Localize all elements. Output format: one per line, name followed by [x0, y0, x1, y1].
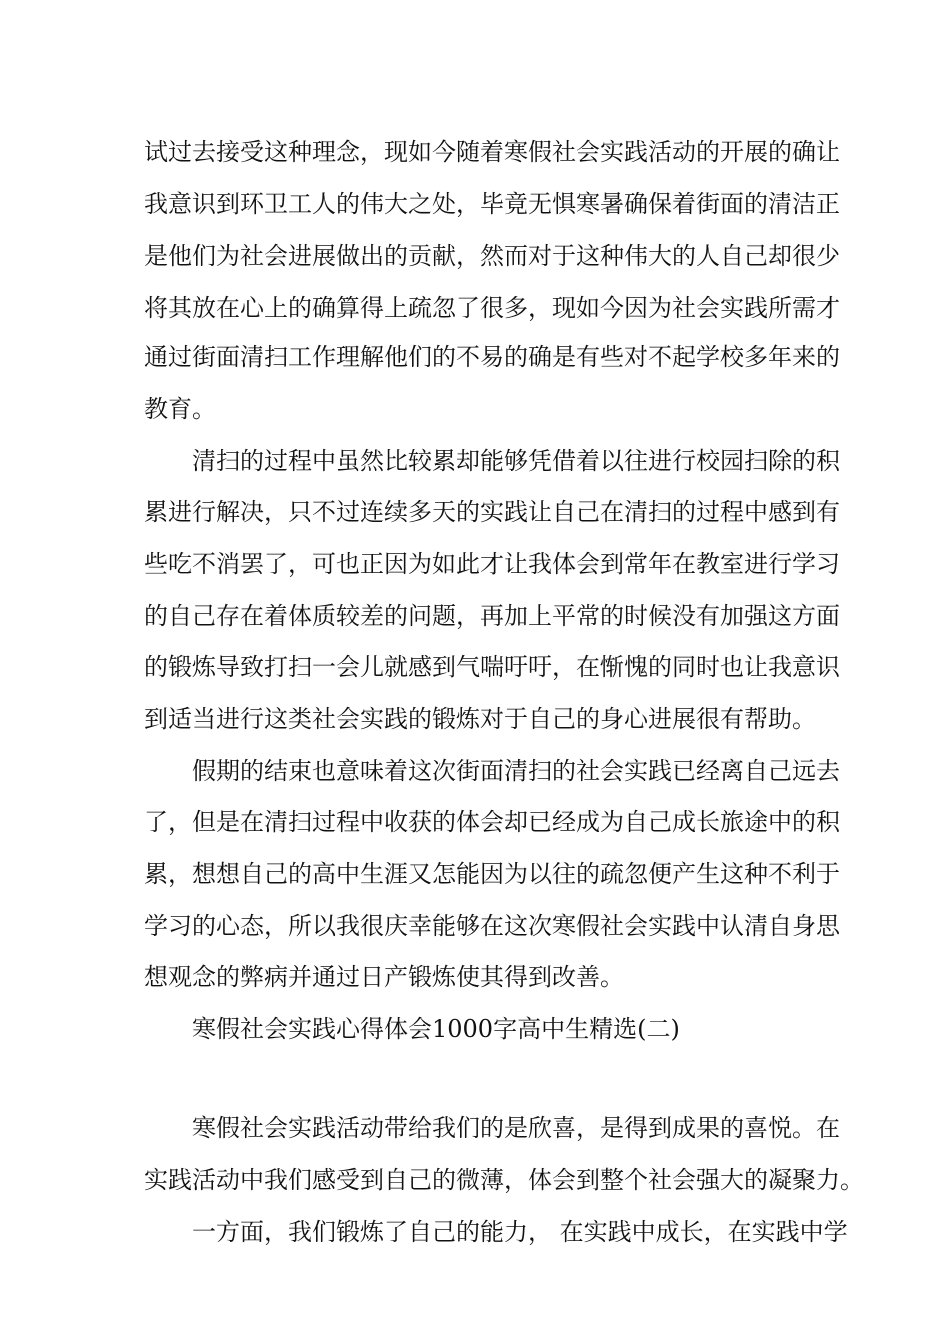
text-line: 的自己存在着体质较差的问题，再加上平常的时候没有加强这方面: [144, 602, 840, 630]
text-line: 累，想想自己的高中生涯又怎能因为以往的疏忽便产生这种不利于: [144, 860, 840, 888]
text-line: 假期的结束也意味着这次街面清扫的社会实践已经离自己远去: [192, 757, 840, 785]
text-line: 些吃不消罢了，可也正因为如此才让我体会到常年在教室进行学习: [144, 550, 840, 578]
text-line: 通过街面清扫工作理解他们的不易的确是有些对不起学校多年来的: [144, 343, 840, 371]
text-line: 我意识到环卫工人的伟大之处，毕竟无惧寒暑确保着街面的清洁正: [144, 190, 840, 218]
text-line: 将其放在心上的确算得上疏忽了很多，现如今因为社会实践所需才: [144, 294, 840, 322]
text-line: 想观念的弊病并通过日产锻炼使其得到改善。: [144, 963, 624, 991]
section-heading: 寒假社会实践心得体会1000字高中生精选(二): [192, 1015, 680, 1043]
text-line: 的锻炼导致打扫一会儿就感到气喘吁吁，在惭愧的同时也让我意识: [144, 653, 840, 681]
text-line: 到适当进行这类社会实践的锻炼对于自己的身心进展很有帮助。: [144, 705, 816, 733]
text-line: 了，但是在清扫过程中收获的体会却已经成为自己成长旅途中的积: [144, 808, 840, 836]
text-line: 教育。: [144, 395, 216, 423]
text-line: 是他们为社会进展做出的贡献，然而对于这种伟大的人自己却很少: [144, 242, 840, 270]
text-line: 寒假社会实践活动带给我们的是欣喜，是得到成果的喜悦。在: [192, 1114, 840, 1142]
text-line: 实践活动中我们感受到自己的微薄，体会到整个社会强大的凝聚力。: [144, 1166, 864, 1194]
text-line: 试过去接受这种理念，现如今随着寒假社会实践活动的开展的确让: [144, 138, 840, 166]
text-line: 清扫的过程中虽然比较累却能够凭借着以往进行校园扫除的积: [192, 447, 840, 475]
text-line: 一方面，我们锻炼了自己的能力， 在实践中成长，在实践中学: [192, 1218, 848, 1246]
text-line: 学习的心态，所以我很庆幸能够在这次寒假社会实践中认清自身思: [144, 912, 840, 940]
text-line: 累进行解决，只不过连续多天的实践让自己在清扫的过程中感到有: [144, 498, 840, 526]
